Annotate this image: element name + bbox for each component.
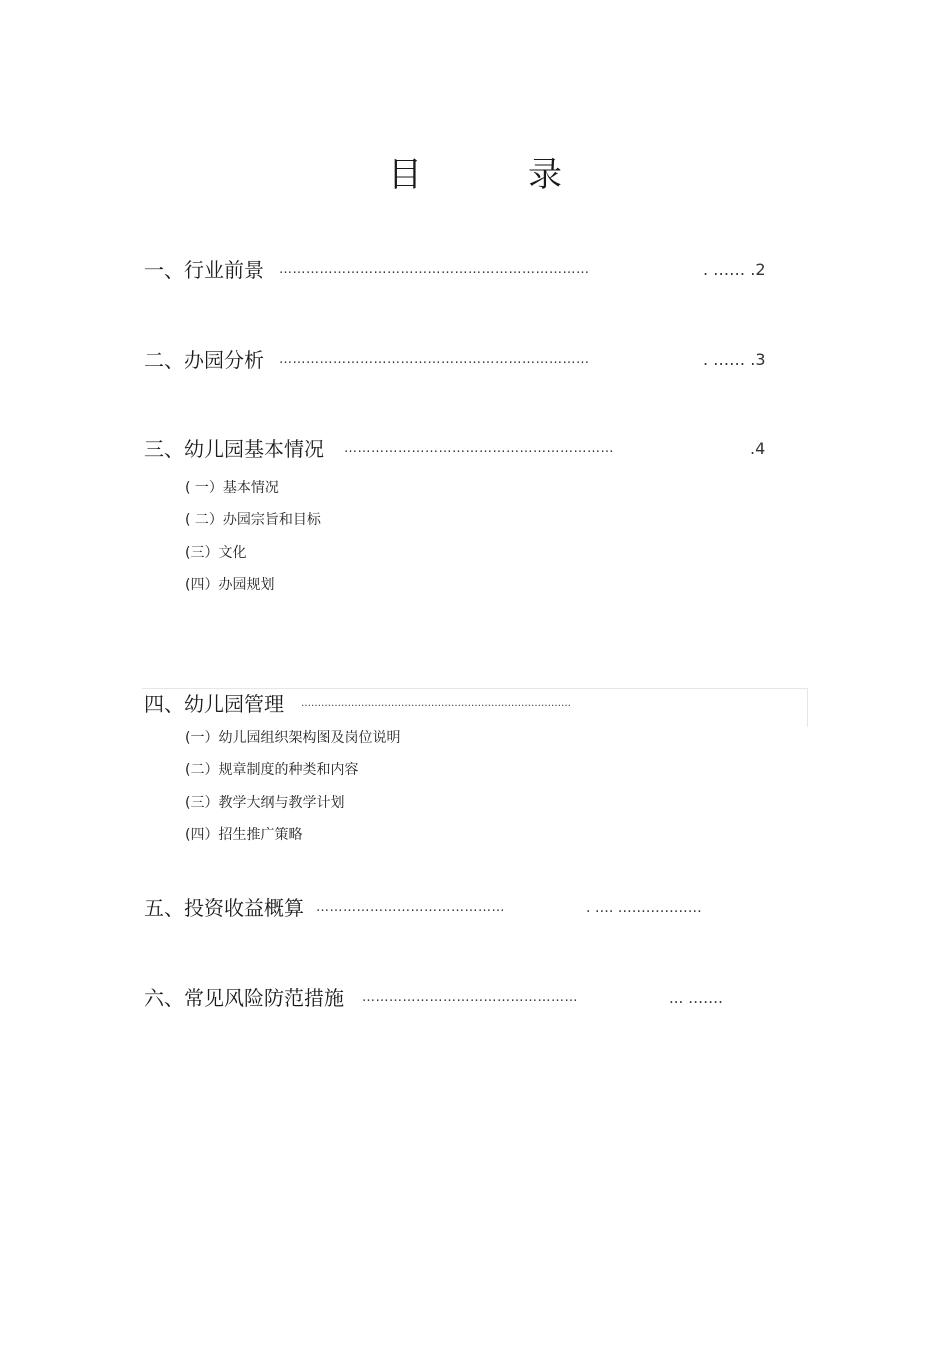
toc-page-number: . …… .2 bbox=[703, 260, 766, 279]
toc-leader-dots: …………………………………………………………… bbox=[279, 352, 590, 367]
toc-title bbox=[0, 150, 950, 200]
toc-leader-dots: ………………………………………… bbox=[362, 990, 578, 1005]
toc-entry-label: 三、幼儿园基本情况 bbox=[144, 437, 324, 461]
toc-sub-entry-4-2[interactable]: (二）规章制度的种类和内容 bbox=[185, 762, 359, 778]
toc-leader-dots: …………………………………… bbox=[316, 900, 505, 915]
toc-page-number: . …. ……………… bbox=[586, 900, 702, 916]
toc-entry-label: 六、常见风险防范措施 bbox=[144, 986, 344, 1010]
toc-sub-entry-3-3[interactable]: (三）文化 bbox=[185, 545, 247, 561]
toc-entry-label: 二、办园分析 bbox=[144, 348, 264, 372]
toc-entry-label: 五、投资收益概算 bbox=[144, 896, 304, 920]
toc-sub-entry-3-1[interactable]: ( 一）基本情况 bbox=[185, 480, 279, 496]
toc-page-number: .4 bbox=[750, 439, 766, 458]
toc-sub-entry-3-2[interactable]: ( 二）办园宗旨和目标 bbox=[185, 512, 321, 528]
toc-leader-dots: …………………………………………………………… bbox=[279, 262, 590, 277]
toc-page-number: . …… .3 bbox=[703, 350, 766, 369]
toc-page-number: ... ……. bbox=[669, 989, 723, 1007]
title-char-1: 目 bbox=[388, 155, 422, 195]
title-char-2: 录 bbox=[528, 155, 562, 195]
toc-sub-entry-4-4[interactable]: (四）招生推广策略 bbox=[185, 827, 303, 843]
toc-sub-entry-4-1[interactable]: (一）幼儿园组织架构图及岗位说明 bbox=[185, 730, 401, 746]
toc-entry-label: 一、行业前景 bbox=[144, 258, 264, 282]
toc-sub-entry-4-3[interactable]: (三）教学大纲与教学计划 bbox=[185, 795, 345, 811]
toc-entry-label: 四、幼儿园管理 bbox=[144, 692, 284, 716]
toc-leader-dots: ……………………………………………………………………… bbox=[301, 698, 571, 709]
toc-sub-entry-3-4[interactable]: (四）办园规划 bbox=[185, 577, 275, 593]
toc-leader-dots: …………………………………………………… bbox=[344, 441, 614, 456]
